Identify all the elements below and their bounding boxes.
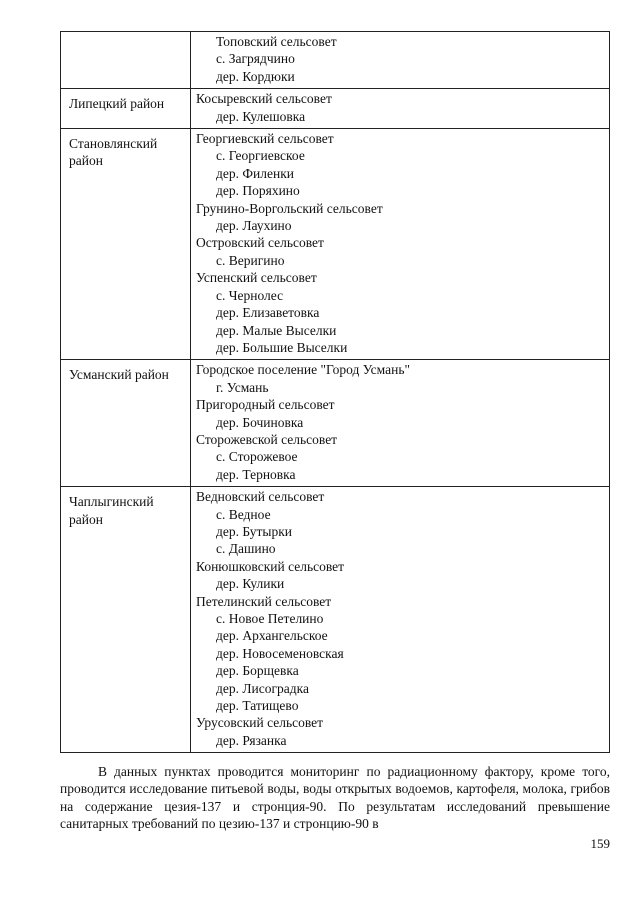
settlement-name: дер. Большие Выселки [216, 339, 348, 355]
settlement-name: дер. Архангельское [216, 628, 328, 644]
council-name: Сторожевской сельсовет [196, 431, 338, 447]
settlement-name: дер. Кордюки [216, 68, 295, 84]
page-number: 159 [590, 836, 610, 851]
settlements-cell [191, 89, 610, 129]
settlement-name: дер. Рязанка [216, 732, 287, 748]
council-name: Косыревский сельсовет [196, 91, 332, 107]
settlement-name: дер. Филенки [216, 165, 294, 181]
settlement-name: дер. Бутырки [216, 523, 293, 539]
settlement-name: с. Новое Петелино [216, 611, 324, 626]
settlement-name: с. Чернолес [216, 287, 284, 303]
settlement-name: с. Дашино [216, 541, 276, 557]
table-row [61, 129, 610, 360]
council-name: Урусовский сельсовет [196, 715, 324, 731]
council-name: Петелинский сельсовет [196, 593, 332, 609]
settlements-table-body [61, 32, 610, 753]
council-name: Пригородный сельсовет [196, 397, 335, 413]
settlement-name: дер. Елизаветовка [216, 305, 320, 321]
council-name: Городское поселение "Город Усмань" [196, 362, 410, 378]
council-name: Георгиевский сельсовет [196, 131, 334, 147]
settlement-name: г. Усмань [216, 379, 269, 395]
council-name: Успенский сельсовет [196, 270, 317, 286]
settlements-cell [191, 487, 610, 753]
body-paragraph: В данных пунктах проводится мониторинг по радиационному фактору, кроме того, проводится исследование питьевой воды, воды открытых водоемов, картофеля, молока, грибов на содержание цезия-137 и стронция-90. По результатам исследований превышение санитарных требований по цезию-137 и стронцию-90 в [60, 764, 610, 832]
settlement-name: дер. Лаухино [216, 218, 292, 234]
settlements-cell [191, 360, 610, 487]
settlement-name: дер. Татищево [216, 698, 299, 714]
settlement-name: дер. Кулешовка [216, 108, 306, 124]
settlement-name: с. Ведное [216, 506, 271, 522]
table-row [61, 32, 610, 89]
settlement-name: с. Веригино [216, 252, 285, 268]
district-cell: Становлянский район [61, 129, 191, 360]
settlement-name: дер. Борщевка [216, 663, 299, 679]
settlement-name: с. Сторожевое [216, 449, 298, 465]
settlement-name: дер. Новосеменовская [216, 645, 344, 661]
council-name: Ведновский сельсовет [196, 489, 325, 505]
table-row [61, 360, 610, 487]
council-name: Островский сельсовет [196, 235, 324, 251]
table-row [61, 89, 610, 129]
settlement-name: с. Загрядчино [216, 51, 295, 67]
table-row [61, 487, 610, 753]
district-cell: Усманский район [61, 360, 191, 487]
settlement-name: дер. Лисоградка [216, 680, 309, 696]
settlement-name: дер. Малые Выселки [216, 322, 337, 338]
settlement-name: дер. Кулики [216, 576, 285, 592]
settlement-name: с. Георгиевское [216, 148, 305, 164]
settlement-name: дер. Бочиновка [216, 414, 304, 430]
district-cell: Липецкий район [61, 89, 191, 129]
settlements-table [60, 31, 610, 753]
settlements-cell [191, 129, 610, 360]
settlement-name: дер. Терновка [216, 466, 296, 482]
council-name: Грунино-Воргольский сельсовет [196, 200, 383, 216]
settlement-name: Топовский сельсовет [216, 34, 337, 49]
council-name: Конюшковский сельсовет [196, 558, 345, 574]
district-cell: Чаплыгинский район [61, 487, 191, 753]
district-cell [61, 32, 191, 89]
settlement-name: дер. Поряхино [216, 183, 300, 199]
settlements-cell [191, 32, 610, 89]
